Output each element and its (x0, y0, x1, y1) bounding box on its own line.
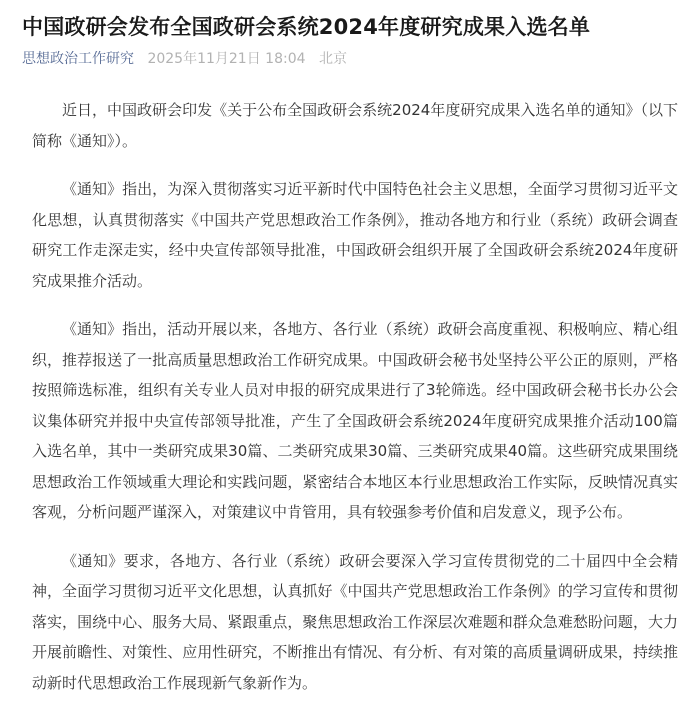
paragraph-2: 《通知》指出，为深入贯彻落实习近平新时代中国特色社会主义思想，全面学习贯彻习近平文化思想，认真贯彻落实《中国共产党思想政治工作条例》，推动各地方和行业（系统）政研会调查研究工作走深走实，经中央宣传部领导批准，中国政研会组织开展了全国政研会系统2024年度研究成果推介活动。 (32, 180, 678, 290)
paragraph-4: 《通知》要求，各地方、各行业（系统）政研会要深入学习宣传贯彻党的二十届四中全会精神，全面学习贯彻习近平文化思想，认真抓好《中国共产党思想政治工作条例》的学习宣传和贯彻落实，围绕中心、服务大局、紧跟重点，聚焦思想政治工作深层次难题和群众急难愁盼问题，大力开展前瞻性、对策性、应用性研究，不断推出有情况、有分析、有对策的高质量调研成果，持续推动新时代思想政治工作展现新气象新作为。 (32, 551, 678, 692)
paragraph-3: 《通知》指出，活动开展以来，各地方、各行业（系统）政研会高度重视、积极响应、精心组织，推荐报送了一批高质量思想政治工作研究成果。中国政研会秘书处坚持公平公正的原则，严格按照筛选标准，组织有关专业人员对申报的研究成果进行了3轮筛选。经中国政研会秘书长办公会议集体研究并报中央宣传部领导批准，产生了全国政研会系统2024年度研究成果推介活动100篇入选名单，其中一类研究成果30篇、二类研究成果30篇、三类研究成果40篇。这些研究成果围绕思想政治工作领域重大理论和实践问题，紧密结合本地区本行业思想政治工作实际，反映情况真实客观，分析问题严谨深入，对策建议中肯管用，具有较强参考价值和启发意义，现予公布。 (32, 320, 678, 521)
article-body (22, 95, 678, 698)
article-title: 中国政研会发布全国政研会系统2024年度研究成果入选名单 (22, 15, 591, 39)
publish-date: 2025年11月21日 18:04 (147, 51, 306, 67)
source-account-link[interactable]: 思想政治工作研究 (22, 51, 134, 67)
paragraph-1: 近日，中国政研会印发《关于公布全国政研会系统2024年度研究成果入选名单的通知》（以下简称《通知》）。 (32, 101, 678, 150)
article-meta (22, 49, 678, 69)
publish-location: 北京 (318, 51, 347, 67)
